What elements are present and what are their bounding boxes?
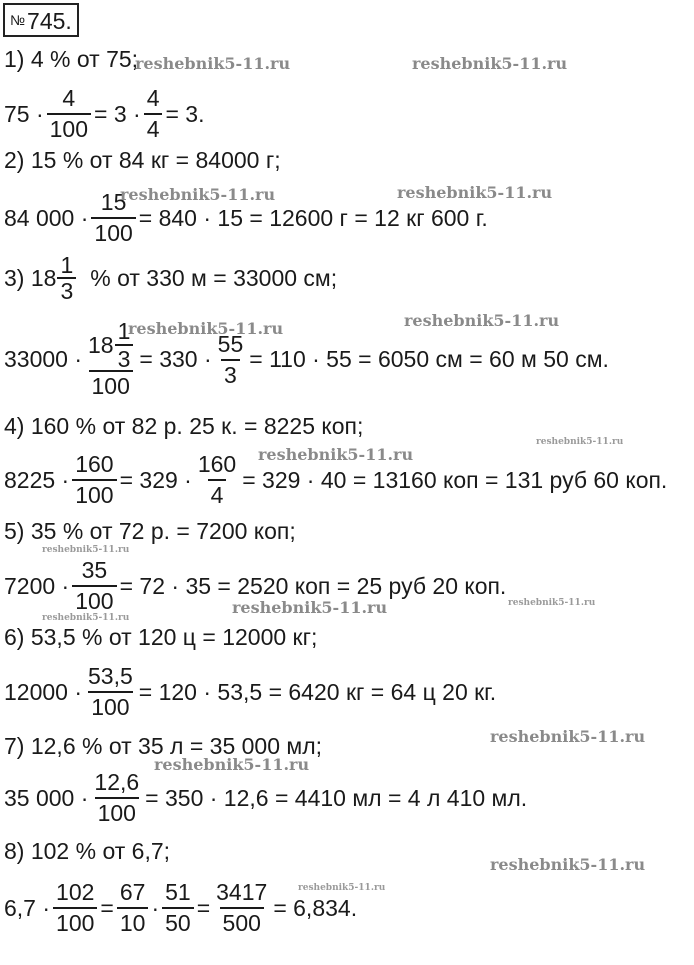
watermark: reshebnik5-11.ru xyxy=(490,727,646,746)
watermark: reshebnik5-11.ru xyxy=(508,598,596,608)
fraction: $\frac{160}{100}$ xyxy=(72,452,116,508)
watermark: reshebnik5-11.ru xyxy=(232,598,388,617)
item-6-label: 6) 53,5 % от 120 ц = 12000 кг; xyxy=(4,624,318,650)
watermark: reshebnik5-11.ru xyxy=(412,54,568,73)
item-1-calc: 75 · $\frac{4}{100}$ = 3 · $\frac{4}{4}$ = 3. xyxy=(4,85,205,142)
fraction: $\frac{15}{100}$ xyxy=(91,190,135,246)
item-8-calc: 6,7 · $\frac{102}{100}$ = $\frac{67}{10}$ · $\frac{51}{50}$ = $\frac{3417}{500}$ = 6,834. xyxy=(4,879,358,936)
watermark: reshebnik5-11.ru xyxy=(490,855,646,874)
item-2-label: 2) 15 % от 84 кг = 84000 г; xyxy=(4,147,281,173)
fraction: $\frac{4}{4}$ xyxy=(144,86,163,142)
item-2-calc: 84 000 · $\frac{15}{100}$ = 840 · 15 = 12600 г = 12 кг 600 г. xyxy=(4,189,488,246)
fraction: $\frac{1}{3}$ xyxy=(57,255,76,301)
item-7-calc: 35 000 · $\frac{12,6}{100}$ = 350 · 12,6 = 4410 мл = 4 л 410 мл. xyxy=(4,769,528,826)
fraction: $\frac{102}{100}$ xyxy=(53,880,97,936)
watermark: reshebnik5-11.ru xyxy=(42,613,130,623)
fraction: 18 $\frac{1}{3}$ 100 xyxy=(85,320,136,399)
fraction: $\frac{12,6}{100}$ xyxy=(94,769,140,826)
exercise-number: №745. xyxy=(3,3,79,37)
watermark: reshebnik5-11.ru xyxy=(128,319,284,338)
watermark: reshebnik5-11.ru xyxy=(154,755,310,774)
item-4-label: 4) 160 % от 82 р. 25 к. = 8225 коп; xyxy=(4,413,364,439)
item-5-label: 5) 35 % от 72 р. = 7200 коп; xyxy=(4,518,296,544)
item-7-label: 7) 12,6 % от 35 л = 35 000 мл; xyxy=(4,733,323,759)
fraction: $\frac{4}{100}$ xyxy=(47,86,91,142)
item-5-calc: 7200 · $\frac{35}{100}$ = 72 · 35 = 2520 коп = 25 руб 20 коп. xyxy=(4,557,507,614)
watermark: reshebnik5-11.ru xyxy=(120,185,276,204)
item-3-calc: 33000 · 18 $\frac{1}{3}$ 100 = 330 · $\frac{55}{3}$ = 110 · 55 = 6050 см = 60 м 50 см. xyxy=(4,318,609,399)
watermark: reshebnik5-11.ru xyxy=(404,311,560,330)
item-1-label: 1) 4 % от 75; xyxy=(4,46,139,72)
fraction: $\frac{35}{100}$ xyxy=(72,558,116,614)
item-3-label: 3) 18 $\frac{1}{3}$ % от 330 м = 33000 см; xyxy=(4,252,338,304)
fraction: $\frac{55}{3}$ xyxy=(217,330,244,388)
watermark: reshebnik5-11.ru xyxy=(258,445,414,464)
watermark: reshebnik5-11.ru xyxy=(298,883,386,893)
fraction: $\frac{160}{4}$ xyxy=(197,451,237,508)
fraction: $\frac{3417}{500}$ xyxy=(216,879,268,936)
fraction: $\frac{53,5}{100}$ xyxy=(88,663,133,720)
watermark: reshebnik5-11.ru xyxy=(536,437,624,447)
fraction: $\frac{67}{10}$ xyxy=(117,880,149,936)
item-4-calc: 8225 · $\frac{160}{100}$ = 329 · $\frac{160}{4}$ = 329 · 40 = 13160 коп = 131 руб 60 коп. xyxy=(4,451,668,508)
item-8-label: 8) 102 % от 6,7; xyxy=(4,838,171,864)
watermark: reshebnik5-11.ru xyxy=(42,545,130,555)
item-6-calc: 12000 · $\frac{53,5}{100}$ = 120 · 53,5 = 6420 кг = 64 ц 20 кг. xyxy=(4,663,497,720)
fraction: $\frac{51}{50}$ xyxy=(162,880,194,936)
watermark: reshebnik5-11.ru xyxy=(135,54,291,73)
watermark: reshebnik5-11.ru xyxy=(397,183,553,202)
